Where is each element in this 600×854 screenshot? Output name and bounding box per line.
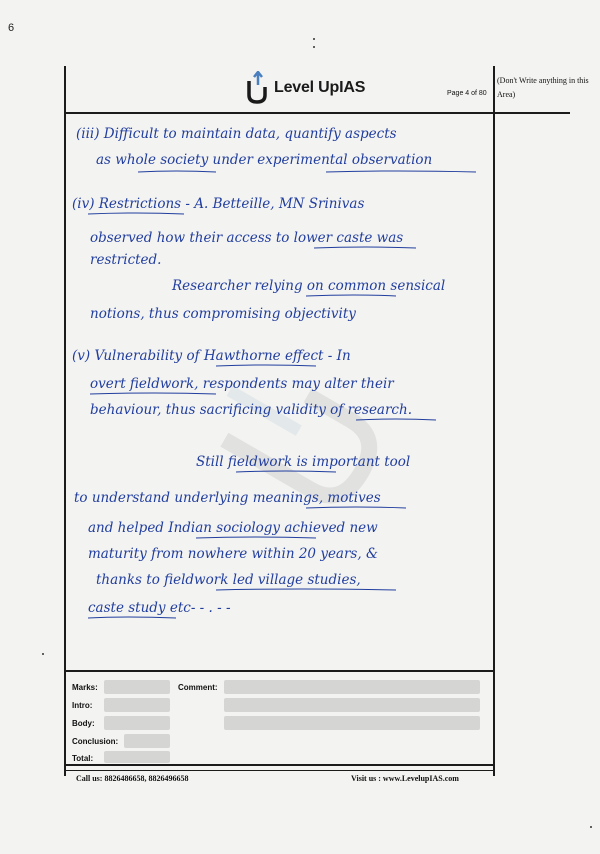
contact-website: Visit us : www.LevelupIAS.com [351, 774, 459, 783]
total-redacted [104, 751, 170, 763]
scan-speck [42, 653, 44, 655]
underline-mark [88, 617, 176, 618]
answer-line: Still fieldwork is important tool [196, 454, 411, 470]
underline-mark [196, 537, 316, 538]
underline-mark [138, 171, 216, 172]
levelup-logo [244, 70, 365, 106]
logo-text: Level UpIAS [274, 79, 366, 96]
answer-line: observed how their access to lower caste was [90, 230, 404, 246]
answer-line: and helped Indian sociology achieved new [88, 520, 378, 536]
answer-line: notions, thus compromising objectivity [90, 306, 356, 322]
underline-mark [88, 213, 184, 214]
answer-line: Researcher relying on common sensical [172, 278, 446, 294]
margin-instruction: (Don't Write anything in this Area) [497, 76, 589, 99]
intro-redacted [104, 698, 170, 712]
underline-mark [216, 365, 316, 366]
footer-rule [64, 770, 495, 771]
conclusion-redacted [124, 734, 170, 748]
underline-mark [216, 589, 396, 590]
answer-line: maturity from nowhere within 20 years, & [88, 546, 378, 562]
answer-line: (iv) Restrictions - A. Betteille, MN Srinivas [72, 196, 365, 212]
body-redacted [104, 716, 170, 730]
scan-speck [590, 826, 592, 828]
conclusion-label: Conclusion: [72, 737, 119, 746]
answer-text-block [66, 114, 493, 670]
comment-redacted [224, 716, 480, 730]
total-label: Total: [72, 754, 94, 763]
answer-line: (v) Vulnerability of Hawthorne effect - In [72, 348, 351, 364]
answer-line: caste study etc- - . - - [88, 600, 231, 616]
underline-mark [326, 171, 476, 172]
answer-line: behaviour, thus sacrificing validity of research. [90, 402, 412, 418]
underline-mark [236, 471, 336, 472]
marks-redacted [104, 680, 170, 694]
answer-line: overt fieldwork, respondents may alter their [90, 376, 394, 392]
comment-redacted [224, 698, 480, 712]
handwritten-answer [66, 114, 493, 670]
answer-line: as whole society under experimental observation [96, 152, 433, 168]
contact-phone: Call us: 8826486658, 8826496658 [76, 774, 189, 783]
comment-label: Comment: [178, 683, 218, 692]
page-indicator: Page 4 of 80 [447, 90, 487, 97]
answer-line: restricted. [90, 252, 162, 268]
scan-speck [313, 46, 315, 48]
underline-mark [356, 419, 436, 420]
evaluation-table [64, 670, 495, 766]
answer-line: (iii) Difficult to maintain data, quantify aspects [76, 126, 397, 142]
intro-label: Intro: [72, 701, 93, 710]
underline-mark [306, 507, 406, 508]
underline-mark [90, 393, 216, 394]
body-label: Body: [72, 719, 95, 728]
answer-line: to understand underlying meanings, motives [74, 490, 381, 506]
levelup-logo-icon [244, 71, 270, 105]
marks-label: Marks: [72, 683, 98, 692]
underline-mark [306, 295, 396, 296]
page-corner-number: 6 [8, 22, 15, 34]
comment-redacted [224, 680, 480, 694]
underline-mark [314, 247, 416, 248]
answer-line: thanks to fieldwork led village studies, [96, 572, 361, 588]
scan-speck [313, 38, 315, 40]
